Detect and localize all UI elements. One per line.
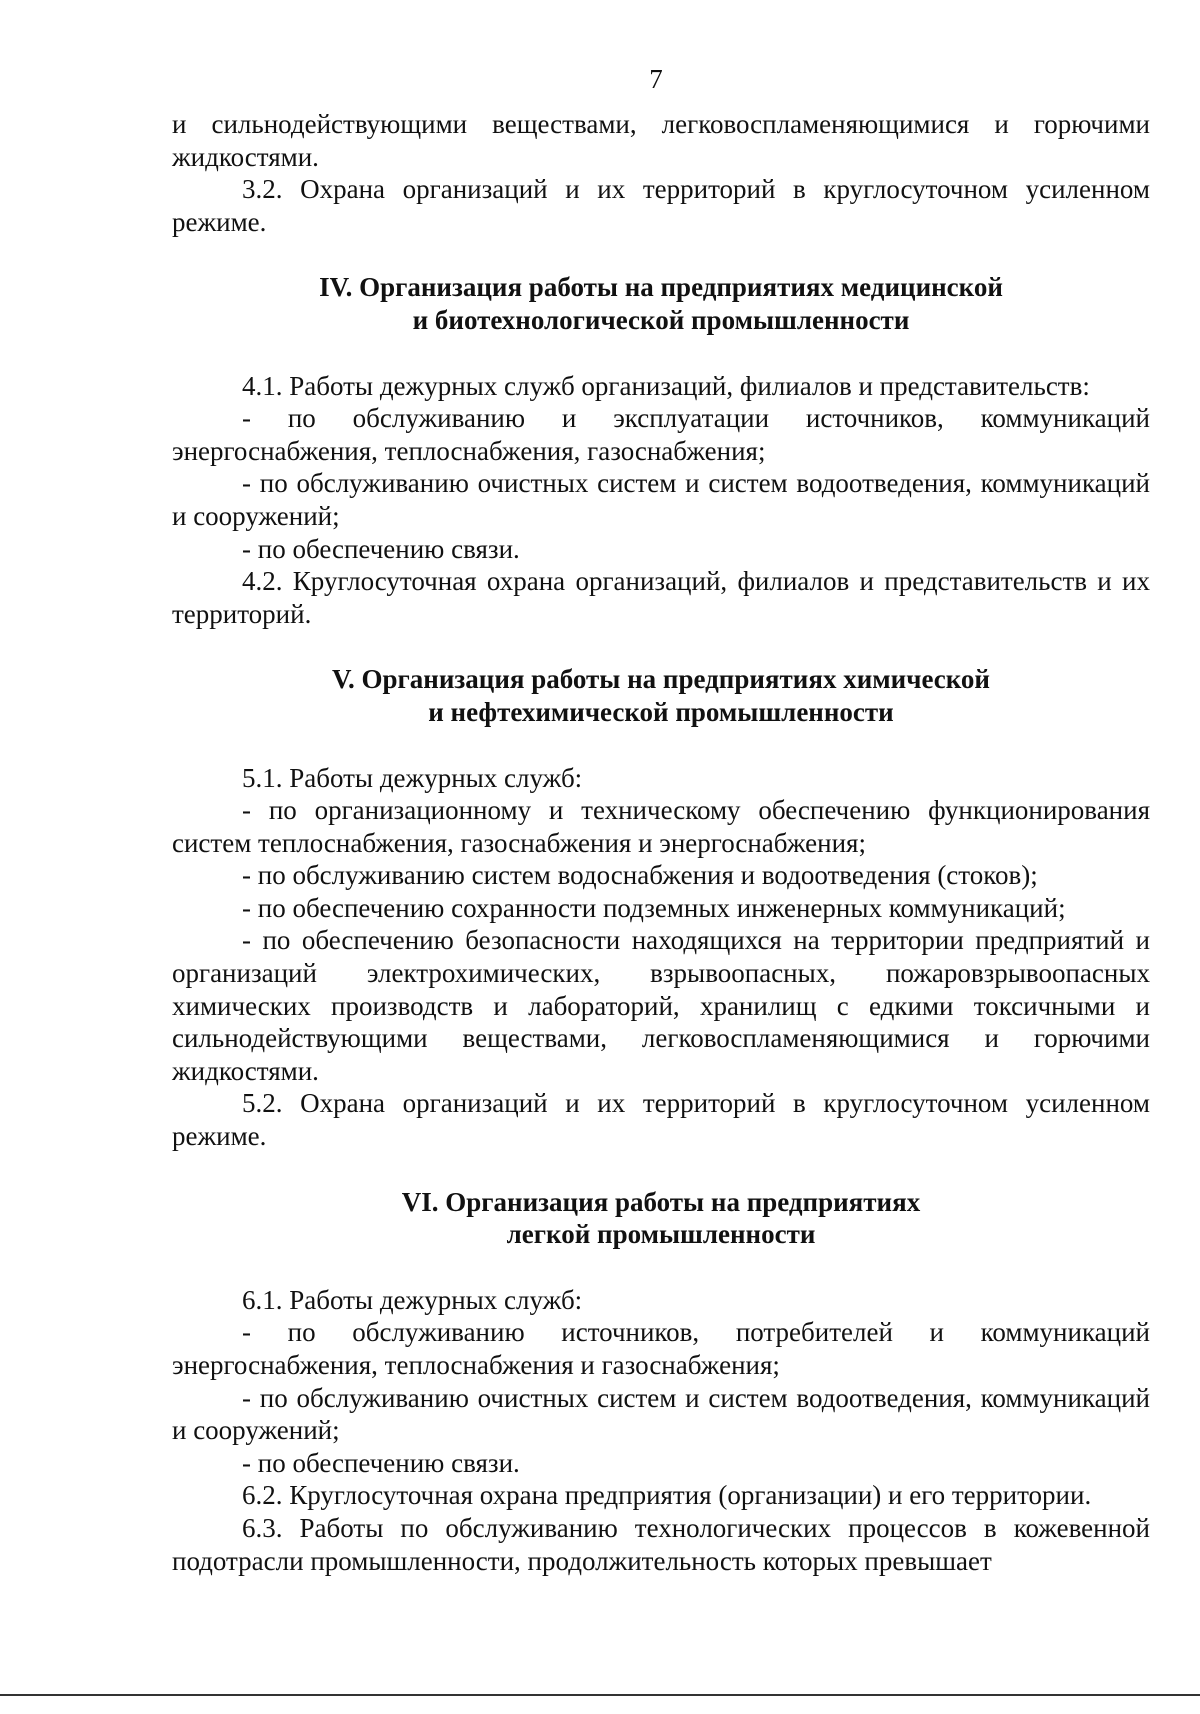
clause-5-1: 5.1. Работы дежурных служб:	[242, 762, 583, 793]
page-bottom-edge-line	[0, 1694, 1200, 1696]
clause-6-1-item-3: - по обеспечению связи.	[242, 1447, 520, 1478]
clause-5-2: 5.2. Охрана организаций и их территорий в круглосуточном усиленном режиме.	[172, 1088, 1150, 1152]
section-4-title-line-1: IV. Организация работы на предприятиях медицинской	[319, 272, 1003, 303]
clause-5-1-item-2: - по обслуживанию систем водоснабжения и водоотведения (стоков);	[242, 860, 1038, 891]
intro-continuation: и сильнодействующими веществами, легковоспламеняющимися и горючими жидкостями.	[172, 109, 1150, 172]
section-6-heading	[172, 1186, 1150, 1251]
document-body	[172, 108, 1150, 1577]
section-6-body	[172, 1284, 1150, 1577]
clause-3-2: 3.2. Охрана организаций и их территорий в круглосуточном усиленном режиме.	[172, 174, 1150, 237]
section-5-body	[172, 762, 1150, 1153]
section-5-title-line-1: V. Организация работы на предприятиях химической	[332, 664, 990, 695]
clause-6-1: 6.1. Работы дежурных служб:	[242, 1284, 583, 1315]
clause-6-1-item-1: - по обслуживанию источников, потребителей и коммуникаций энергоснабжения, теплоснабжения и газоснабжения;	[172, 1317, 1150, 1380]
page-number: 7	[649, 64, 663, 94]
section-4-title-line-2: и биотехнологической промышленности	[412, 304, 910, 335]
section-6-title-line-1: VI. Организация работы на предприятиях	[401, 1186, 921, 1217]
clause-4-1: 4.1. Работы дежурных служб организаций, филиалов и представительств:	[242, 370, 1090, 401]
section-5-title-line-2: и нефтехимической промышленности	[428, 696, 894, 727]
clause-5-1-item-3: - по обеспечению сохранности подземных инженерных коммуникаций;	[242, 892, 1066, 923]
section-5-heading	[172, 663, 1150, 728]
clause-4-1-item-2: - по обслуживанию очистных систем и систем водоотведения, коммуникаций и сооружений;	[172, 468, 1150, 531]
clause-4-1-item-1: - по обслуживанию и эксплуатации источников, коммуникаций энергоснабжения, теплоснабжения, газоснабжения;	[172, 403, 1150, 466]
clause-4-2: 4.2. Круглосуточная охрана организаций, филиалов и представительств и их территорий.	[172, 566, 1150, 629]
section-4-body	[172, 370, 1150, 631]
clause-4-1-item-3: - по обеспечению связи.	[242, 533, 520, 564]
section-6-title-line-2: легкой промышленности	[506, 1219, 816, 1250]
clause-6-1-item-2: - по обслуживанию очистных систем и систем водоотведения, коммуникаций и сооружений;	[172, 1382, 1150, 1446]
clause-6-2: 6.2. Круглосуточная охрана предприятия (организации) и его территории.	[242, 1480, 1092, 1511]
clause-6-3: 6.3. Работы по обслуживанию технологических процессов в кожевенной подотрасли промышленности, продолжительность которых превышает	[172, 1512, 1150, 1576]
clause-5-1-item-4: - по обеспечению безопасности находящихся на территории предприятий и организаций электрохимических, взрывоопасных, пожаровзрывоопасных химических производств и лабораторий, хранилищ с едкими токсичными и сильнодействующими веществами, легковоспламеняющимися и горючими жидкостями.	[172, 925, 1150, 1086]
clause-5-1-item-1: - по организационному и техническому обеспечению функционирования систем теплоснабжения, газоснабжения и энергоснабжения;	[172, 795, 1150, 858]
section-4-heading	[172, 271, 1150, 336]
